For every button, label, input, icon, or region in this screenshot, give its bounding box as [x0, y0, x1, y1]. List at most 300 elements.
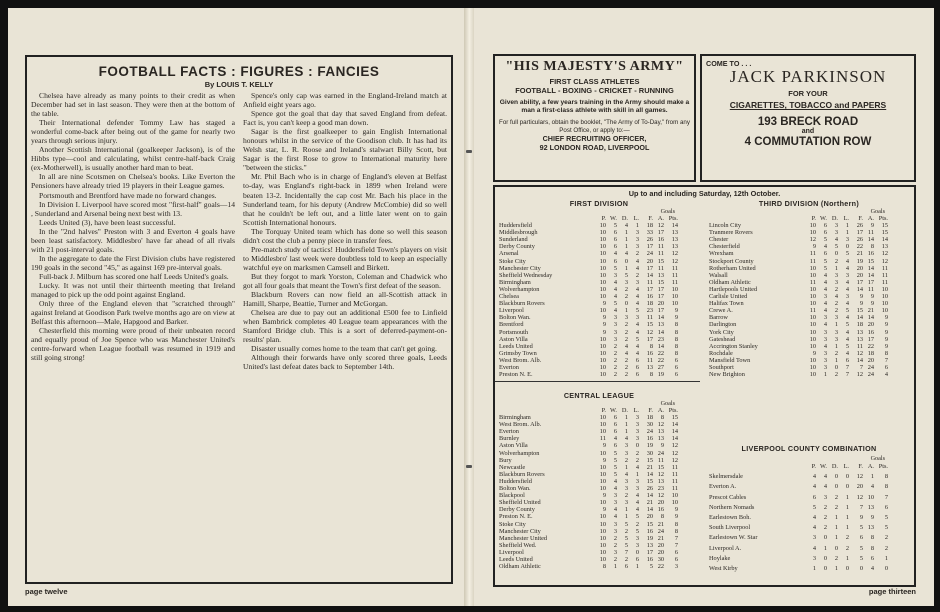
stat-cell: 3 — [613, 548, 617, 556]
stat-cell: 13 — [856, 335, 863, 343]
team-name: York City — [709, 328, 734, 336]
table-row — [709, 482, 888, 492]
stat-cell: 0 — [624, 257, 628, 265]
stat-cell: 3 — [635, 414, 639, 422]
table-row — [709, 236, 888, 243]
stat-cell: 14 — [671, 421, 678, 429]
table-row — [709, 300, 888, 307]
column-header: D. — [621, 407, 628, 414]
stat-cell: 2 — [624, 371, 628, 379]
table-row — [709, 250, 888, 257]
stat-cell: 0 — [834, 363, 838, 371]
column-header: P. — [601, 407, 606, 414]
table-row — [499, 293, 678, 300]
page-thirteen — [474, 8, 934, 606]
stat-cell: 27 — [657, 363, 664, 371]
stat-cell: 1 — [624, 307, 628, 315]
team-name: Grimsby Town — [499, 349, 537, 357]
header-blank — [499, 407, 595, 414]
team-name: Tranmere Rovers — [709, 229, 753, 237]
stat-cell: 11 — [881, 264, 888, 272]
stat-cell: 5 — [613, 470, 617, 478]
stat-cell: 6 — [613, 442, 617, 450]
table-row — [499, 485, 678, 492]
stat-cell: 3 — [823, 328, 827, 336]
stat-cell: 4 — [812, 524, 816, 532]
army-ad-line2: FOOTBALL - BOXING - CRICKET - RUNNING — [515, 86, 674, 95]
stat-cell: 10 — [599, 548, 606, 556]
stat-cell: 3 — [635, 243, 639, 251]
stat-cell: 0 — [859, 565, 863, 573]
stat-cell: 8 — [884, 349, 888, 357]
stat-cell: 10 — [599, 485, 606, 493]
stat-cell: 9 — [812, 243, 816, 251]
stat-cell: 11 — [881, 271, 888, 279]
table-row — [709, 307, 888, 314]
stat-cell: 6 — [674, 363, 678, 371]
parkinson-ad-for: FOR YOUR — [788, 89, 828, 98]
column-header: F. — [648, 215, 653, 222]
stat-cell: 12 — [671, 449, 678, 457]
stat-cell: 10 — [671, 492, 678, 500]
article-paragraph: In Division I. Liverpool have scored most "first-half" goals—14 , Sunderland and Arsenal being next best with 13. — [31, 199, 235, 218]
table-row — [499, 549, 678, 556]
team-name: Blackpool — [499, 492, 525, 500]
stat-cell: 33 — [646, 229, 653, 237]
table-row — [709, 554, 888, 564]
stat-cell: 6 — [635, 371, 639, 379]
stat-cell: 8 — [674, 520, 678, 528]
stat-cell: 8 — [674, 335, 678, 343]
article-paragraph: Sagar is the first goalkeeper to gain English International honours whilst in the service of the Goodison club. It has had its Welsh star, L. R. Roose and Ireland's stalwart Billy Scott, but Sagar is the first Rose to grow to International maturity here "between the sticks." — [243, 127, 447, 173]
section-rule — [495, 381, 700, 382]
team-name: Darlington — [709, 321, 737, 329]
stat-cell: 3 — [845, 236, 849, 244]
stat-cell: 4 — [812, 514, 816, 522]
table-row — [499, 222, 678, 229]
table-row — [499, 357, 678, 364]
stat-cell: 10 — [599, 293, 606, 301]
stat-cell: 12 — [856, 349, 863, 357]
article-paragraph: Blackburn Rovers can now field an all-Scottish attack in Hamill, Sharpe, Beattie, Turner and McGorgan. — [243, 290, 447, 309]
stat-cell: 2 — [845, 544, 849, 552]
stat-cell: 9 — [602, 442, 606, 450]
stat-cell: 2 — [635, 456, 639, 464]
stat-cell: 22 — [657, 356, 664, 364]
stat-cell: 9 — [870, 514, 874, 522]
stat-cell: 4 — [884, 371, 888, 379]
column-header: L. — [843, 215, 849, 222]
stat-cell: 8 — [674, 342, 678, 350]
stat-cell: 11 — [671, 485, 678, 493]
stat-cell: 16 — [646, 555, 653, 563]
stat-cell: 14 — [671, 435, 678, 443]
stat-cell: 10 — [671, 285, 678, 293]
team-name: Bolton Wan. — [499, 485, 531, 493]
stat-cell: 24 — [867, 363, 874, 371]
team-name: Arsenal — [499, 250, 519, 258]
stat-cell: 1 — [845, 514, 849, 522]
stat-cell: 2 — [613, 356, 617, 364]
stat-cell: 2 — [834, 493, 838, 501]
stat-cell: 22 — [657, 563, 664, 571]
stat-cell: 10 — [599, 414, 606, 422]
goals-label: Goals — [660, 400, 675, 407]
stat-cell: 1 — [845, 524, 849, 532]
stat-cell: 15 — [646, 477, 653, 485]
stat-cell: 5 — [613, 463, 617, 471]
stat-cell: 4 — [613, 307, 617, 315]
column-header: A. — [867, 215, 874, 222]
table-row — [499, 442, 678, 449]
article-paragraph: Spence got the goal that day that saved England from defeat. Fact is, you can't keep a good man down. — [243, 109, 447, 128]
stat-cell: 4 — [635, 328, 639, 336]
stat-cell: 10 — [599, 477, 606, 485]
team-name: Oldham Athletic — [709, 278, 751, 286]
stat-cell: 14 — [856, 356, 863, 364]
team-name: Birmingham — [499, 414, 531, 422]
stat-cell: 4 — [823, 285, 827, 293]
stat-cell: 10 — [599, 243, 606, 251]
stat-cell: 2 — [834, 285, 838, 293]
column-header: D. — [621, 215, 628, 222]
stat-cell: 5 — [884, 514, 888, 522]
stat-cell: 4 — [635, 492, 639, 500]
stat-cell: 4 — [845, 314, 849, 322]
stat-cell: 2 — [845, 534, 849, 542]
stat-cell: 4 — [635, 463, 639, 471]
stat-cell: 10 — [881, 307, 888, 315]
article-box — [25, 55, 453, 584]
stat-cell: 3 — [624, 477, 628, 485]
stat-cell: 9 — [602, 492, 606, 500]
stat-cell: 8 — [660, 513, 664, 521]
stat-cell: 13 — [881, 243, 888, 251]
stat-cell: 3 — [834, 328, 838, 336]
stat-cell: 1 — [834, 264, 838, 272]
stat-cell: 20 — [856, 264, 863, 272]
stat-cell: 14 — [867, 314, 874, 322]
stat-cell: 4 — [823, 271, 827, 279]
stat-cell: 19 — [856, 257, 863, 265]
stat-cell: 7 — [845, 371, 849, 379]
central-league-heading: CENTRAL LEAGUE — [563, 391, 635, 400]
stat-cell: 9 — [602, 314, 606, 322]
stat-cell: 12 — [657, 421, 664, 429]
stat-cell: 9 — [674, 307, 678, 315]
stat-cell: 8 — [660, 414, 664, 422]
stat-cell: 4 — [635, 349, 639, 357]
stat-cell: 30 — [646, 449, 653, 457]
table-row — [709, 222, 888, 229]
table-row — [499, 272, 678, 279]
article-paragraph: But they forgot to mark Yorston, Coleman and Chadwick who got all four goals that meant the Town's first defeat of the season. — [243, 271, 447, 290]
staple — [466, 150, 472, 153]
article-paragraph: Mr. Phil Bach who is in charge of England's eleven at Belfast to-day, was England's right-back in 1899 when Ireland were beaten 13-2. Incidentally the cap cost Mr. Bach his place in the Sunderland team, for his deputy (Andrew McCombie) did so well that he couldn't be left out, and a little later went on to gain Scottish International honours. — [243, 172, 447, 227]
stat-cell: 2 — [624, 492, 628, 500]
stat-cell: 4 — [613, 285, 617, 293]
stat-cell: 8 — [870, 243, 874, 251]
stat-cell: 9 — [859, 300, 863, 308]
stat-cell: 10 — [599, 470, 606, 478]
article-column-2 — [243, 91, 447, 371]
stat-cell: 3 — [613, 520, 617, 528]
team-name: Sheffield United — [499, 499, 541, 507]
stat-cell: 11 — [646, 278, 653, 286]
stat-cell: 10 — [599, 534, 606, 542]
table-row — [709, 314, 888, 321]
article-paragraph: Lucky. It was not until their thirteenth meeting that Ireland managed to pick up the odd point against England. — [31, 280, 235, 300]
stat-cell: 4 — [635, 300, 639, 308]
stat-cell: 17 — [657, 293, 664, 301]
table-row — [499, 506, 678, 513]
table-row — [709, 503, 888, 513]
stat-cell: 21 — [646, 463, 653, 471]
stat-cell: 12 — [856, 371, 863, 379]
stat-cell: 14 — [671, 222, 678, 230]
table-header-row — [499, 215, 678, 222]
stat-cell: 30 — [646, 421, 653, 429]
stat-cell: 24 — [646, 250, 653, 258]
stat-cell: 7 — [845, 363, 849, 371]
stat-cell: 12 — [856, 493, 863, 501]
table-row — [709, 336, 888, 343]
stat-cell: 1 — [845, 554, 849, 562]
stat-cell: 17 — [856, 229, 863, 237]
stat-cell: 2 — [635, 250, 639, 258]
table-row — [499, 329, 678, 336]
stat-cell: 2 — [624, 321, 628, 329]
stat-cell: 8 — [649, 342, 653, 350]
table-row — [499, 229, 678, 236]
stat-cell: 30 — [657, 555, 664, 563]
stat-cell: 11 — [809, 257, 816, 265]
table-row — [709, 293, 888, 300]
stat-cell: 8 — [870, 544, 874, 552]
column-header: L. — [633, 407, 639, 414]
stat-cell: 24 — [867, 371, 874, 379]
team-name: Rochdale — [709, 349, 733, 357]
stat-cell: 1 — [624, 421, 628, 429]
stat-cell: 13 — [671, 236, 678, 244]
team-name: Liverpool — [499, 307, 524, 315]
stat-cell: 10 — [599, 555, 606, 563]
stat-cell: 3 — [812, 534, 816, 542]
team-name: Hartlepools United — [709, 285, 758, 293]
stat-cell: 1 — [834, 514, 838, 522]
stat-cell: 1 — [834, 342, 838, 350]
stat-cell: 5 — [884, 524, 888, 532]
team-name: New Brighton — [709, 371, 745, 379]
stat-cell: 4 — [823, 483, 827, 491]
stat-cell: 6 — [613, 257, 617, 265]
stat-cell: 3 — [613, 271, 617, 279]
stat-cell: 6 — [613, 428, 617, 436]
team-name: Manchester United — [499, 534, 548, 542]
stat-cell: 11 — [657, 264, 664, 272]
stat-cell: 4 — [635, 499, 639, 507]
stat-cell: 6 — [884, 363, 888, 371]
stat-cell: 10 — [809, 300, 816, 308]
stat-cell: 5 — [834, 243, 838, 251]
stat-cell: 2 — [823, 524, 827, 532]
team-name: Skelmersdale — [709, 473, 743, 481]
stat-cell: 1 — [834, 524, 838, 532]
stat-cell: 5 — [859, 544, 863, 552]
team-name: Earlestown Boh. — [709, 514, 751, 522]
stat-cell: 5 — [859, 524, 863, 532]
stat-cell: 5 — [613, 300, 617, 308]
article-paragraph: Another Scottish International (goalkeeper Jackson), is of the Hibbs type—cool and calculating, whilst centre-half-back Craig (ex-Motherwell), is usually another hard man to beat. — [31, 145, 235, 173]
stat-cell: 1 — [870, 473, 874, 481]
stat-cell: 15 — [657, 257, 664, 265]
team-name: Burnley — [499, 435, 520, 443]
stat-cell: 4 — [635, 257, 639, 265]
stat-cell: 5 — [624, 520, 628, 528]
third-division-section — [709, 199, 909, 378]
stat-cell: 15 — [646, 321, 653, 329]
stat-cell: 13 — [657, 477, 664, 485]
team-name: Derby County — [499, 506, 535, 514]
stat-cell: 5 — [624, 271, 628, 279]
stat-cell: 10 — [809, 314, 816, 322]
stat-cell: 17 — [657, 229, 664, 237]
stat-cell: 12 — [881, 257, 888, 265]
table-row — [499, 364, 678, 371]
stat-cell: 9 — [859, 293, 863, 301]
stat-cell: 10 — [809, 229, 816, 237]
stat-cell: 4 — [624, 470, 628, 478]
stat-cell: 12 — [671, 257, 678, 265]
column-header: Pts. — [878, 463, 888, 470]
team-name: Bury — [499, 456, 512, 464]
stat-cell: 11 — [809, 307, 816, 315]
stat-cell: 1 — [823, 544, 827, 552]
table-row — [499, 343, 678, 350]
stat-cell: 10 — [599, 371, 606, 379]
table-row — [709, 364, 888, 371]
stat-cell: 3 — [635, 421, 639, 429]
army-ad-paragraph: Given ability, a few years training in the Army should make a man a first-class athlete with skill in all games. — [499, 99, 690, 114]
stat-cell: 3 — [635, 314, 639, 322]
tables-date-line: Up to and including Saturday, 12th October. — [628, 189, 781, 198]
army-ad-heading: "HIS MAJESTY'S ARMY" — [505, 59, 684, 74]
stat-cell: 1 — [624, 506, 628, 514]
table-row — [709, 229, 888, 236]
stat-cell: 6 — [674, 548, 678, 556]
stat-cell: 8 — [870, 534, 874, 542]
stat-cell: 9 — [884, 314, 888, 322]
stat-cell: 19 — [646, 534, 653, 542]
parkinson-ad-goods: CIGARETTES, TOBACCO and PAPERS — [729, 100, 887, 110]
team-name: Everton — [499, 363, 519, 371]
table-row — [499, 279, 678, 286]
stat-cell: 15 — [867, 257, 874, 265]
stat-cell: 10 — [809, 285, 816, 293]
stat-cell: 14 — [657, 342, 664, 350]
table-row — [499, 300, 678, 307]
stat-cell: 14 — [646, 492, 653, 500]
page-number-left: page twelve — [25, 587, 68, 596]
stat-cell: 5 — [823, 236, 827, 244]
team-name: Liverpool A. — [709, 544, 742, 552]
stat-cell: 5 — [624, 534, 628, 542]
stat-cell: 13 — [646, 541, 653, 549]
stat-cell: 10 — [599, 541, 606, 549]
table-row — [499, 450, 678, 457]
article-paragraph: In all are nine Scotsmen on Chelsea's books. Like Everton the Pensioners have already tried 19 players in their League games. — [31, 172, 235, 191]
table-row — [499, 471, 678, 478]
stat-cell: 17 — [646, 335, 653, 343]
stat-cell: 1 — [635, 563, 639, 571]
stat-cell: 1 — [635, 222, 639, 230]
stat-cell: 3 — [613, 492, 617, 500]
stat-cell: 12 — [646, 328, 653, 336]
column-header: Pts. — [878, 215, 888, 222]
stat-cell: 4 — [845, 335, 849, 343]
stat-cell: 20 — [646, 257, 653, 265]
article-paragraph: The Torquay United team which has done so well this season didn't cost the club a penny piece in transfer fees. — [243, 226, 447, 245]
army-ad-contact-title: CHIEF RECRUITING OFFICER, — [542, 134, 647, 144]
stat-cell: 26 — [646, 485, 653, 493]
stat-cell: 4 — [613, 435, 617, 443]
stat-cell: 17 — [856, 278, 863, 286]
stat-cell: 0 — [635, 548, 639, 556]
stat-cell: 10 — [599, 428, 606, 436]
team-name: Earlestown W. Star — [709, 534, 758, 542]
team-name: Preston N. E. — [499, 513, 533, 521]
stat-cell: 0 — [845, 565, 849, 573]
stat-cell: 10 — [599, 257, 606, 265]
stat-cell: 3 — [834, 314, 838, 322]
stat-cell: 1 — [624, 264, 628, 272]
table-row — [499, 521, 678, 528]
stat-cell: 14 — [671, 428, 678, 436]
stat-cell: 4 — [635, 264, 639, 272]
stat-cell: 4 — [613, 278, 617, 286]
stat-cell: 2 — [834, 503, 838, 511]
team-name: Walsall — [709, 271, 728, 279]
first-division-section — [499, 199, 699, 378]
staple — [466, 465, 472, 468]
stat-cell: 1 — [834, 565, 838, 573]
stat-cell: 9 — [870, 222, 874, 230]
table-row — [499, 250, 678, 257]
team-name: Barrow — [709, 314, 728, 322]
stat-cell: 4 — [845, 257, 849, 265]
stat-cell: 23 — [657, 485, 664, 493]
stat-cell: 6 — [613, 229, 617, 237]
stat-cell: 3 — [635, 428, 639, 436]
stat-cell: 2 — [834, 554, 838, 562]
stat-cell: 4 — [823, 243, 827, 251]
stat-cell: 16 — [646, 527, 653, 535]
stat-cell: 3 — [834, 222, 838, 230]
stat-cell: 1 — [812, 565, 816, 573]
stat-cell: 26 — [856, 222, 863, 230]
team-name: Mansfield Town — [709, 356, 751, 364]
team-name: Gateshead — [709, 335, 736, 343]
stat-cell: 10 — [599, 363, 606, 371]
stat-cell: 11 — [599, 435, 606, 443]
stat-cell: 6 — [884, 503, 888, 511]
stat-cell: 10 — [809, 335, 816, 343]
stat-cell: 23 — [657, 335, 664, 343]
stat-cell: 10 — [809, 363, 816, 371]
stat-cell: 1 — [823, 371, 827, 379]
stat-cell: 11 — [671, 278, 678, 286]
stat-cell: 10 — [809, 222, 816, 230]
